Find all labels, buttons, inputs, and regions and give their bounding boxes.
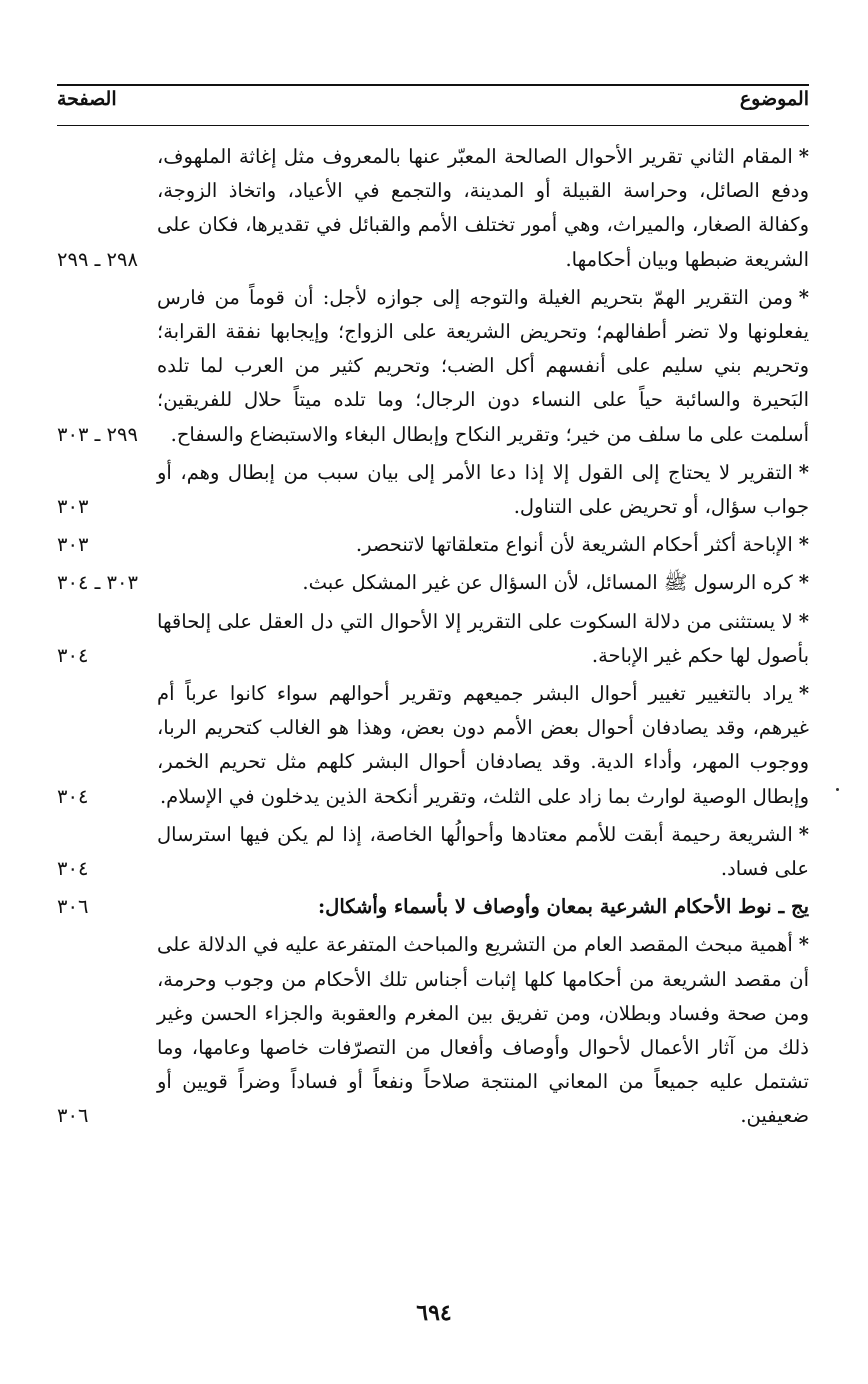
entry-pages: ٣٠٤ <box>57 643 89 667</box>
entry-pages: ٣٠٣ ـ ٣٠٤ <box>57 571 138 595</box>
index-entry <box>57 281 809 452</box>
bullet-star-icon: * <box>798 460 809 484</box>
bullet-star-icon: * <box>798 145 809 168</box>
index-entry <box>57 528 809 562</box>
entry-pages: ٣٠٦ <box>57 895 89 919</box>
index-entry <box>57 456 809 524</box>
entry-text: كره الرسول ﷺ المسائل، لأن السؤال عن غير المشكل عبث. <box>302 571 793 595</box>
index-entry <box>57 605 809 673</box>
entry-text: لا يستثنى من دلالة السكوت على التقرير إلا الأحوال التي دل العقل على إلحاقها بأصول لها حكم غير الإباحة. <box>157 609 809 667</box>
index-entry <box>57 677 809 814</box>
bullet-star-icon: * <box>798 933 809 957</box>
page-number: ٦٩٤ <box>416 1300 452 1326</box>
entry-text: التقرير لا يحتاج إلى القول إلا إذا دعا الأمر إلى بيان سبب من إبطال وهم، أو جواب سؤال، أو تحريض على التناول. <box>157 460 809 519</box>
entry-pages: ٣٠٣ <box>57 533 89 557</box>
entry-pages: ٣٠٣ <box>57 495 89 519</box>
index-entries <box>57 140 809 1138</box>
entry-text: يج ـ نوط الأحكام الشرعية بمعان وأوصاف لا بأسماء وأشكال: <box>317 895 809 919</box>
entry-text: ومن التقرير الهمّ بتحريم الغيلة والتوجه إلى جوازه لأجل: أن قوماً من فارس يفعلونها ولا تضر أطفالهم؛ وتحريض الشريعة على الزواج؛ وإيجابها نفقة القرابة؛ وتحريم بني سليم على أنفسهم أكل الضب؛ وتحريم كثير من العرب لما تلده البَحيرة والسائبة حياً على النساء دون الرجال؛ وما تلده ميتاً حلال للفريقين؛ أسلمت على ما سلف من خير؛ وتقرير النكاح وإبطال البغاء والاستبضاع والسفاح. <box>157 285 809 446</box>
bullet-star-icon: * <box>798 822 809 846</box>
bullet-star-icon: * <box>798 571 809 595</box>
entry-text: الشريعة رحيمة أبقت للأمم معتادها وأحوالُها الخاصة، إذا لم يكن فيها استرسال على فساد. <box>157 822 809 881</box>
entry-text: المقام الثاني تقرير الأحوال الصالحة المعبّر عنها بالمعروف مثل إغاثة الملهوف، ودفع الصائل، وحراسة القبيلة أو المدينة، والتجمع في الأعياد، واتخاذ الزوجة، وكفالة الصغار، والميراث، وهي أمور تختلف الأمم والقبائل في تقديرها، فكان على الشريعة ضبطها وبيان أحكامها. <box>157 145 809 271</box>
bullet-star-icon: * <box>798 609 809 633</box>
bullet-star-icon: * <box>798 682 810 706</box>
entry-text: الإباحة أكثر أحكام الشريعة لأن أنواع متعلقاتها لاتنحصر. <box>355 533 793 557</box>
index-entry <box>57 140 809 277</box>
index-entry <box>57 566 809 600</box>
bullet-star-icon: * <box>798 285 809 309</box>
page-column-label: الصفحة <box>57 88 117 110</box>
bullet-star-icon: * <box>798 533 809 557</box>
index-entry <box>57 928 809 1133</box>
index-entry <box>57 818 809 886</box>
header-top-rule <box>57 84 809 86</box>
entry-pages: ٣٠٦ <box>57 1104 89 1128</box>
margin-speck <box>836 788 839 791</box>
entry-pages: ٢٩٩ ـ ٣٠٣ <box>57 422 138 446</box>
entry-text: أهمية مبحث المقصد العام من التشريع والمباحث المتفرعة عليه في الدلالة على أن مقصد الشريعة من أحكامها كلها إثبات أجناس تلك الأحكام من وجوب وحرمة، ومن صحة وفساد وبطلان، ومن تفريق بين المغرم والعقوبة والجزاء الحسن وغير ذلك من آثار الأعمال لأحوال وأوصاف وأفعال من التصرّفات خاصها وعامها، وما تشتمل عليه جميعاً من المعاني المنتجة صلاحاً ونفعاً أو فساداً وضراً قويين أو ضعيفين. <box>157 933 809 1128</box>
entry-text: يراد بالتغيير تغيير أحوال البشر جميعهم وتقرير أحوالهم سواء كانوا عرباً أم غيرهم، وقد يصادفان أحوال بعض الأمم دون بعض، وهذا هو الغالب كتحريم الربا، ووجوب المهر، وأداء الدية. وقد يصادفان أحوال البشر كلهم مثل تحريم الخمر، وإبطال الوصية لوارث بما زاد على الثلث، وتقرير أنكحة الذين يدخلون في الإسلام. <box>157 682 809 808</box>
header-bottom-rule <box>57 125 809 126</box>
entry-pages: ٣٠٤ <box>57 784 89 808</box>
entry-pages: ٣٠٤ <box>57 857 89 881</box>
section-heading <box>57 890 809 924</box>
index-header <box>57 88 809 110</box>
entry-pages: ٢٩٨ ـ ٢٩٩ <box>57 247 138 271</box>
topic-column-label: الموضوع <box>739 88 809 110</box>
